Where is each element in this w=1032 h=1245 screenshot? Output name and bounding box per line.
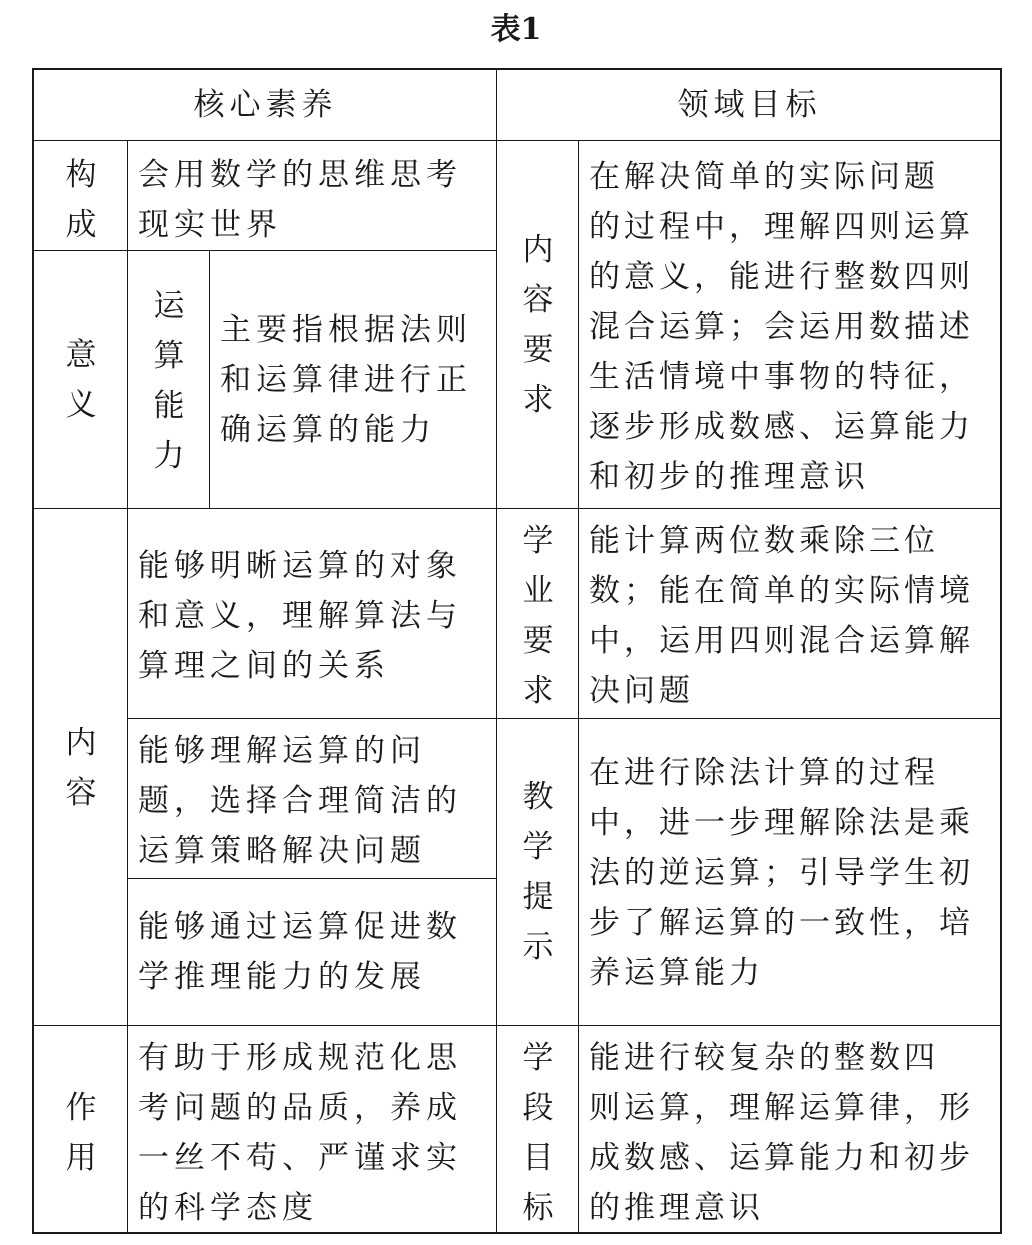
header-right: 领域目标 [677, 87, 822, 123]
header-left: 核心素养 [193, 87, 338, 123]
sub-text-yunsuannengli: 主要指根据法则 和运算律进行正 确运算的能力 [220, 312, 472, 448]
text-goucheng: 会用数学的思维思考 现实世界 [138, 157, 462, 243]
label-zuoyong: 作 用 [65, 1090, 97, 1176]
table-caption: 表1 [490, 12, 542, 47]
text-zuoyong: 有助于形成规范化思 考问题的品质，养成 一丝不苟、严谨求实 的科学态度 [138, 1040, 462, 1226]
label-jiaoxuetishi: 教 学 提 示 [522, 779, 554, 965]
label-xueyeyaoqiu: 学 业 要 求 [522, 523, 554, 709]
label-yiyi: 意 义 [65, 337, 97, 423]
label-goucheng: 构 成 [65, 157, 97, 243]
competency-table [32, 68, 1002, 1234]
neirong-item-1: 能够明晰运算的对象 和意义，理解算法与 算理之间的关系 [138, 548, 462, 684]
label-neirong: 内 容 [65, 725, 97, 811]
neirong-item-3: 能够通过运算促进数 学推理能力的发展 [138, 909, 462, 995]
text-jiaoxuetishi: 在进行除法计算的过程 中，进一步理解除法是乘 法的逆运算；引导学生初 步了解运算的一致性，培 养运算能力 [589, 755, 974, 991]
text-xueduanmubiao: 能进行较复杂的整数四 则运算，理解运算律，形 成数感、运算能力和初步 的推理意识 [589, 1040, 974, 1226]
label-neirongyaoqiu: 内 容 要 求 [522, 232, 554, 418]
text-xueyeyaoqiu: 能计算两位数乘除三位 数；能在简单的实际情境 中，运用四则混合运算解 决问题 [589, 523, 974, 709]
neirong-item-2: 能够理解运算的问 题，选择合理简洁的 运算策略解决问题 [138, 733, 462, 869]
sub-label-yunsuannengli: 运 算 能 力 [153, 288, 185, 474]
text-neirongyaoqiu: 在解决简单的实际问题 的过程中，理解四则运算 的意义，能进行整数四则 混合运算；会运用数描述 生活情境中事物的特征， 逐步形成数感、运算能力 和初步的推理意识 [589, 159, 974, 495]
label-xueduanmubiao: 学 段 目 标 [522, 1040, 554, 1226]
